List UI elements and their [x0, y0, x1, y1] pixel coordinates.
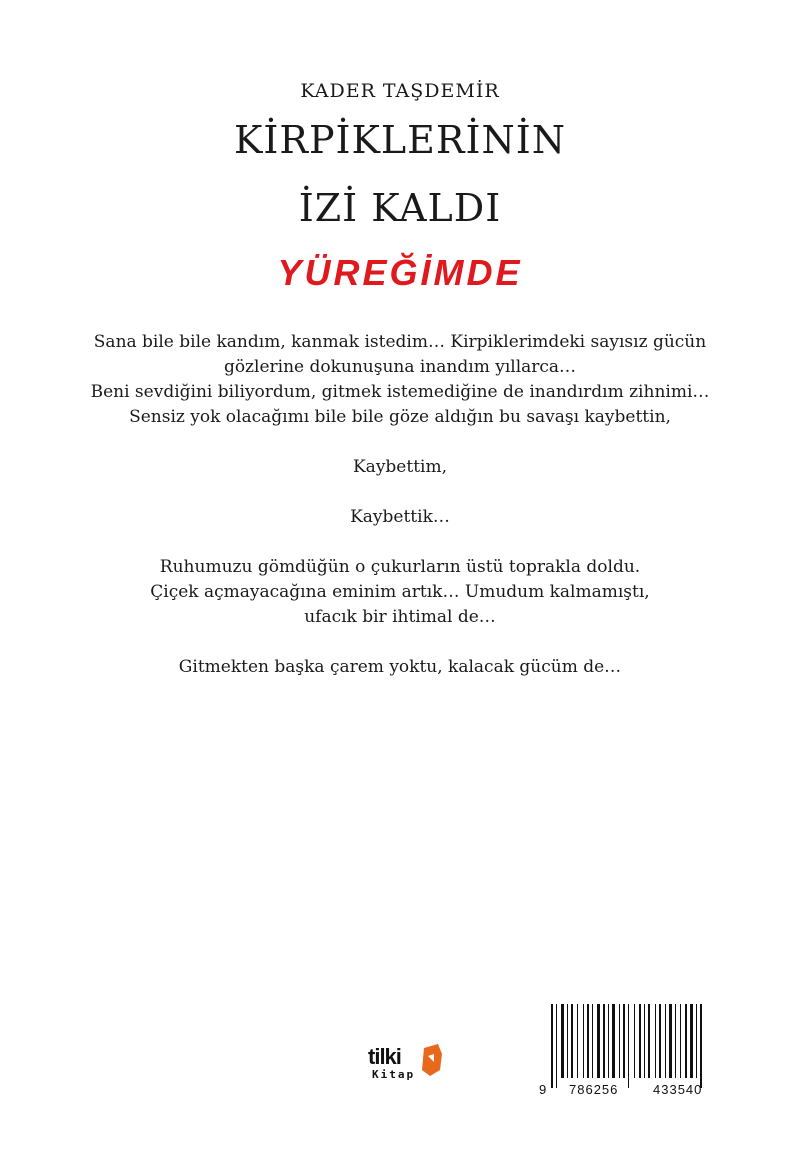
barcode-bar — [597, 1004, 600, 1078]
barcode-right-digits: 433540 — [653, 1082, 703, 1097]
paragraph-gap — [40, 630, 760, 655]
isbn-barcode — [535, 1000, 725, 1095]
barcode-bar — [639, 1004, 641, 1078]
barcode-bar — [608, 1004, 609, 1078]
barcode-bar — [696, 1004, 697, 1078]
barcode-bar — [561, 1004, 564, 1078]
barcode-lead-digit: 9 — [539, 1082, 548, 1097]
paragraph-gap — [40, 430, 760, 455]
blurb-line: Sana bile bile kandım, kanmak istedim… Kirpiklerimdeki sayısız gücün — [93, 332, 707, 352]
barcode-bar — [700, 1004, 702, 1088]
barcode-bar — [551, 1004, 553, 1088]
blurb-line: Çiçek açmayacağına eminim artık… Umudum kalmamıştı, — [150, 582, 650, 602]
barcode-bar — [655, 1004, 656, 1078]
barcode-bar — [628, 1004, 629, 1088]
blurb-line: Kaybettik… — [350, 507, 450, 527]
barcode-bar — [648, 1004, 650, 1078]
blurb-line: ufacık bir ihtimal de… — [304, 607, 496, 627]
barcode-bar — [680, 1004, 681, 1078]
barcode-bar — [675, 1004, 676, 1078]
publisher-logo — [368, 1040, 448, 1090]
paragraph-gap — [40, 480, 760, 505]
barcode-left-digits: 786256 — [569, 1082, 619, 1097]
barcode-bars — [535, 1000, 725, 1095]
barcode-bar — [665, 1004, 666, 1078]
publisher-logo-word: tilki — [368, 1044, 401, 1069]
title-line-2: İZİ KALDI — [298, 186, 502, 230]
barcode-bar — [603, 1004, 605, 1078]
publisher-logo-sub: Kitap — [372, 1068, 416, 1081]
barcode-bar — [587, 1004, 589, 1078]
author-name: KADER TAŞDEMİR — [300, 80, 500, 102]
barcode-bar — [567, 1004, 568, 1078]
title-line-3: YÜREĞİMDE — [277, 252, 523, 293]
blurb-line: Ruhumuzu gömdüğün o çukurların üstü toprakla doldu. — [159, 557, 641, 577]
barcode-bar — [571, 1004, 573, 1078]
title-line-1: KİRPİKLERİNİN — [233, 118, 567, 162]
barcode-bar — [634, 1004, 635, 1078]
barcode-bar — [685, 1004, 687, 1078]
barcode-bar — [669, 1004, 672, 1078]
blurb-line: Gitmekten başka çarem yoktu, kalacak gücüm de… — [178, 657, 622, 677]
barcode-bar — [592, 1004, 593, 1078]
barcode-bar — [644, 1004, 645, 1078]
barcode-bar — [659, 1004, 661, 1078]
barcode-bar — [556, 1004, 557, 1088]
barcode-bar — [577, 1004, 578, 1078]
barcode-bar — [623, 1004, 625, 1078]
blurb-line: Beni sevdiğini biliyordum, gitmek istemediğine de inandırdım zihnimi… — [90, 382, 710, 402]
barcode-bar — [690, 1004, 693, 1078]
back-cover-blurb — [40, 330, 760, 680]
blurb-line: gözlerine dokunuşuna inandım yıllarca… — [223, 357, 577, 377]
barcode-bar — [619, 1004, 620, 1078]
blurb-line: Sensiz yok olacağımı bile bile göze aldığın bu savaşı kaybettin, — [129, 407, 671, 427]
barcode-bar — [583, 1004, 584, 1078]
blurb-line: Kaybettim, — [352, 457, 447, 477]
paragraph-gap — [40, 530, 760, 555]
barcode-bar — [612, 1004, 615, 1078]
